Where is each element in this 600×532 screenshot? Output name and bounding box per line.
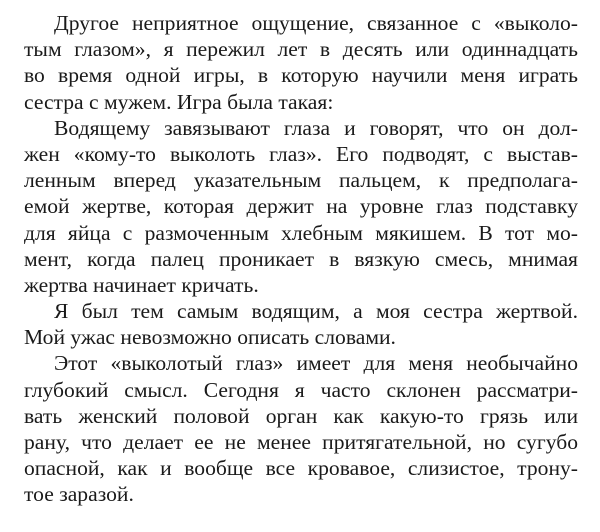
text-line: жен «кому-то выколоть глаз». Его подводят, с выстав-	[24, 141, 578, 166]
text-line: Я был тем самым водящим, а моя сестра жертвой.	[54, 299, 578, 324]
text-line: рану, что делает ее не менее притягательной, но сугубо	[24, 430, 578, 454]
text-line: во время одной игры, в которую научили меня играть	[24, 63, 578, 88]
paragraph-2	[24, 115, 578, 298]
text-line: тым глазом», я пережил лет в десять или одиннадцать	[24, 37, 578, 62]
text-line: для яйца с размоченным хлебным мякишем. В тот мо-	[24, 220, 578, 245]
paragraph-1	[24, 10, 578, 115]
text-line: емой жертве, которая держит на уровне глаз подставку	[24, 194, 578, 219]
text-line: глубокий смысл. Сегодня я часто склонен рассматри-	[24, 377, 578, 402]
paragraph-4	[24, 350, 578, 507]
text-line: Другое неприятное ощущение, связанное с «выколо-	[54, 11, 578, 35]
text-line: вать женский половой орган как какую-то грязь или	[24, 403, 578, 428]
text-line: тое заразой.	[24, 482, 134, 507]
text-line: сестра с мужем. Игра была такая:	[24, 89, 334, 114]
text-line: ленным вперед указательным пальцем, к предполага-	[24, 168, 578, 193]
paragraph-3	[24, 298, 578, 350]
text-line: Этот «выколотый глаз» имеет для меня необычайно	[54, 351, 578, 376]
text-line: жертва начинает кричать.	[24, 272, 259, 297]
text-line: Водящему завязывают глаза и говорят, что он дол-	[54, 115, 578, 140]
text-line: мент, когда палец проникает в вязкую смесь, мнимая	[24, 246, 578, 271]
text-line: опасной, как и вообще все кровавое, слизистое, трону-	[24, 456, 578, 481]
text-line: Мой ужас невозможно описать словами.	[24, 325, 396, 350]
